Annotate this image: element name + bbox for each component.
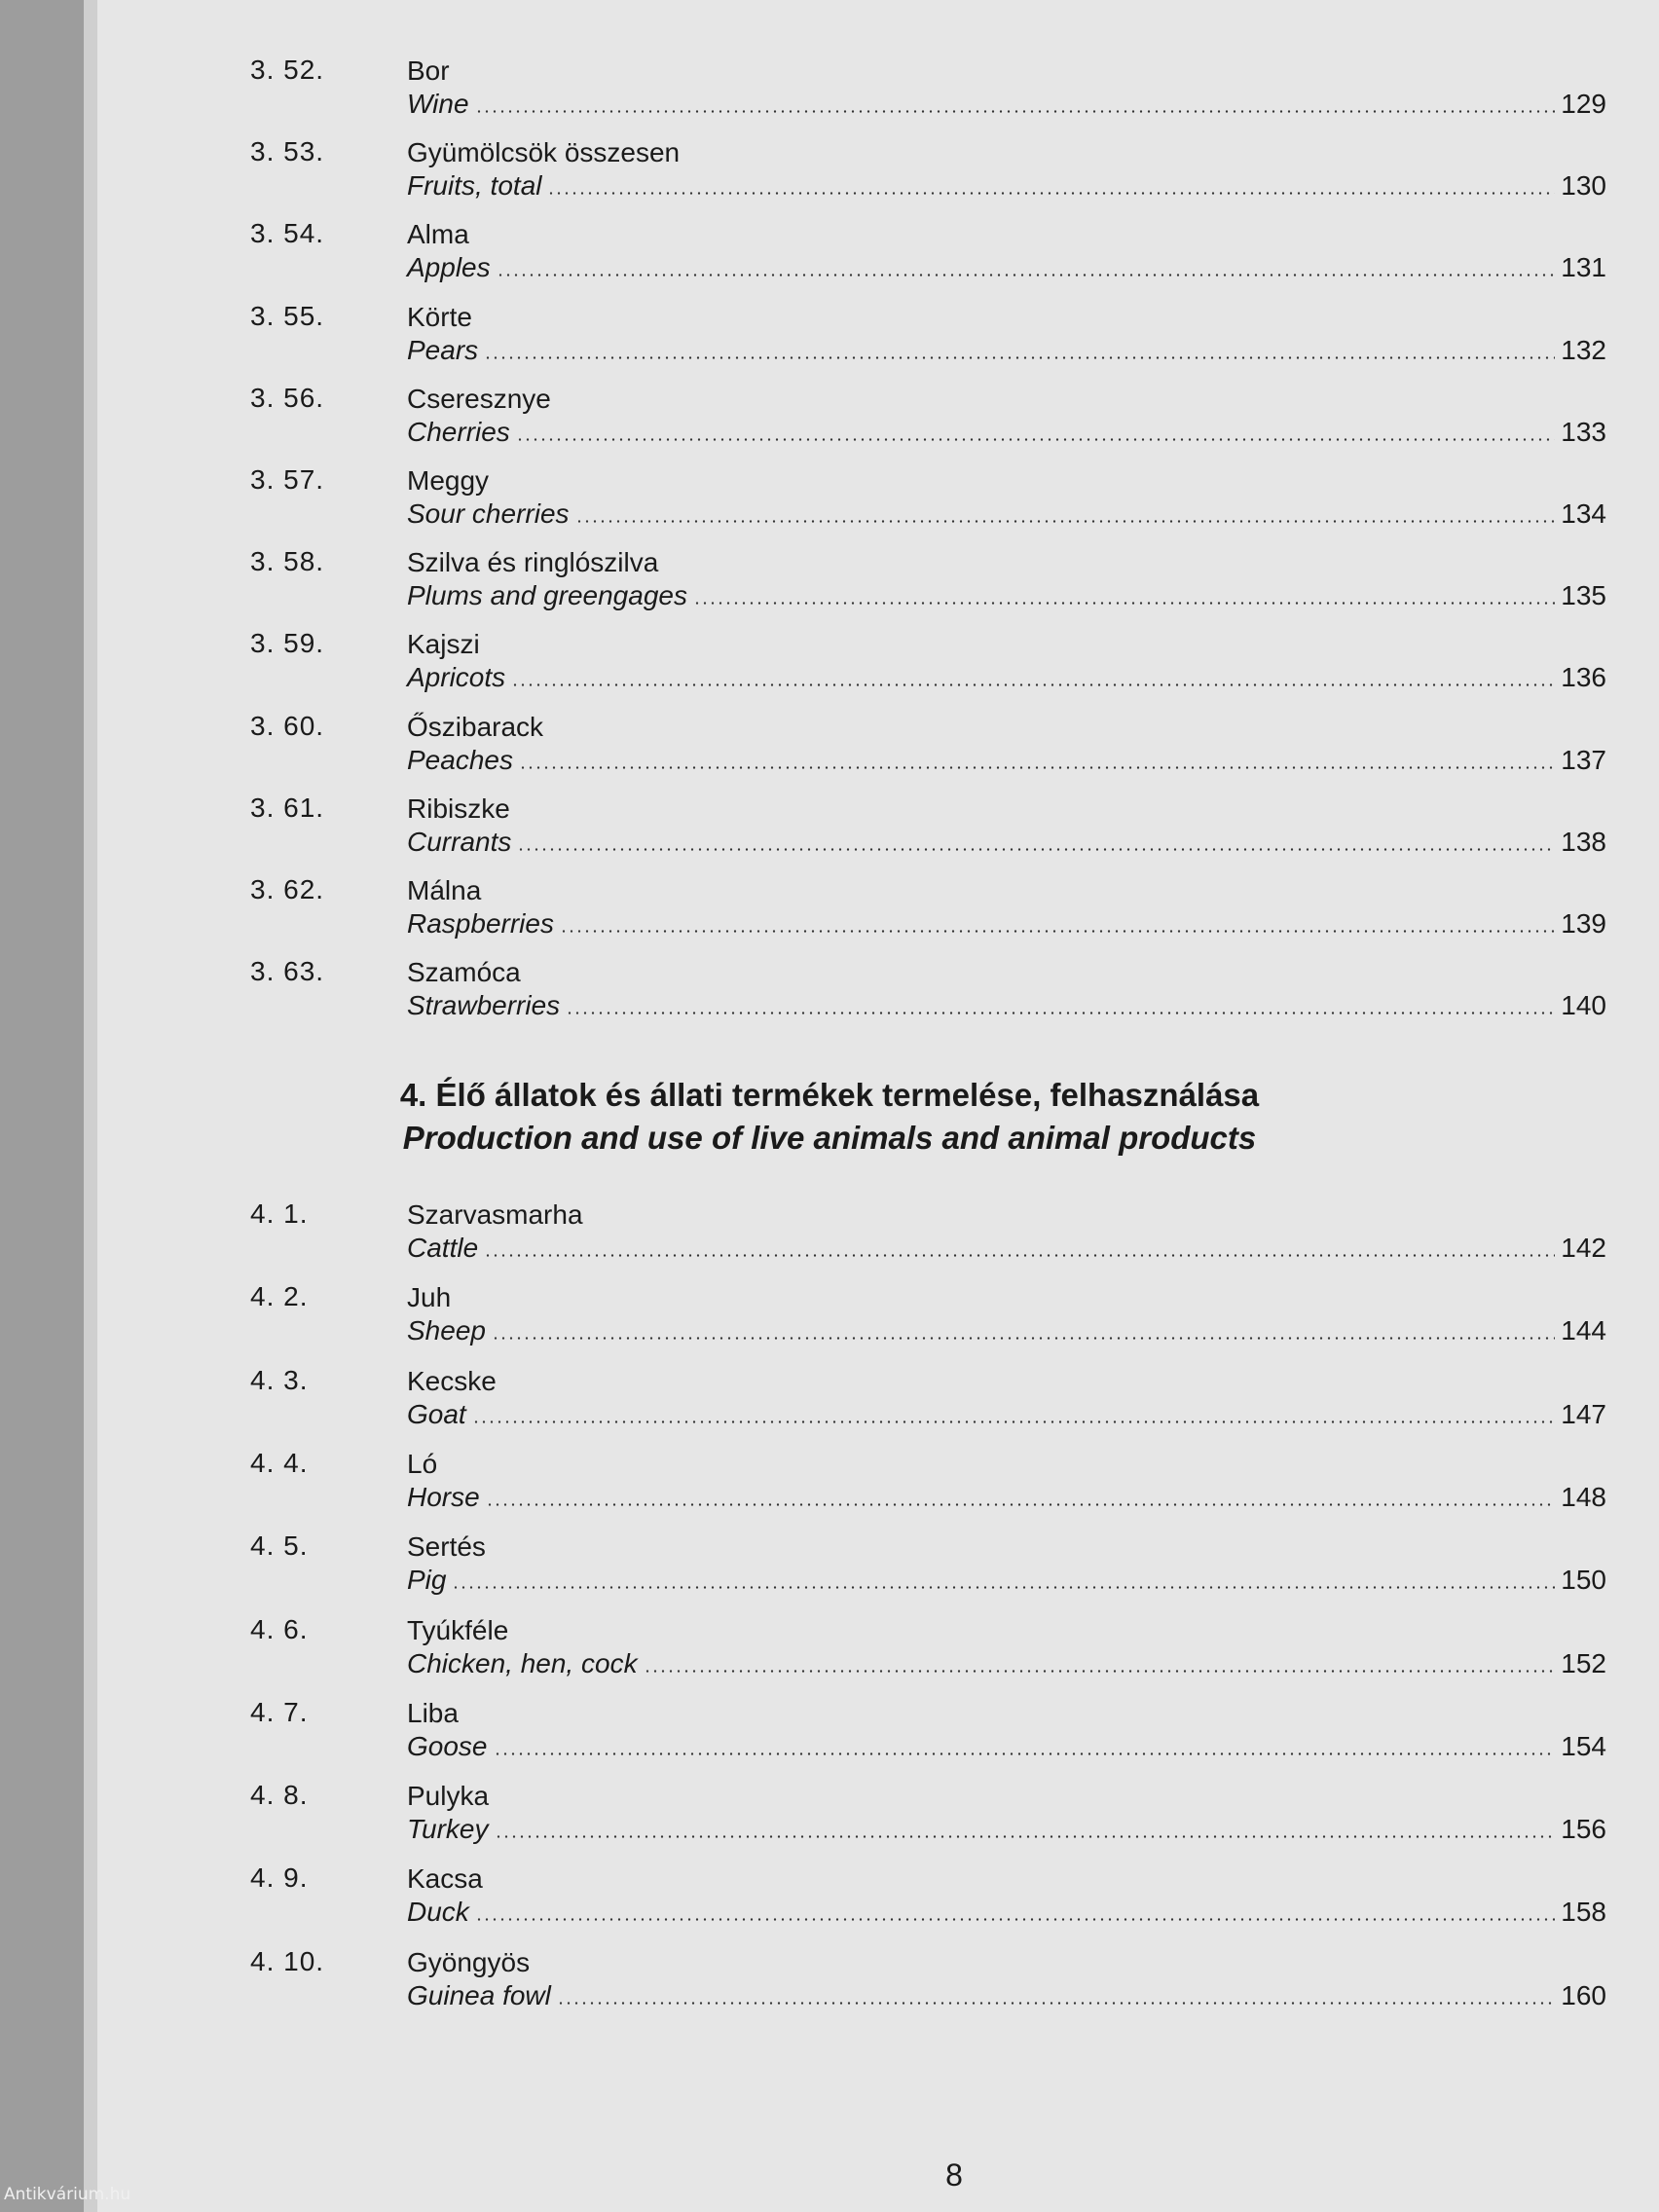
- entry-title-hu: Szarvasmarha: [407, 1199, 583, 1230]
- entry-title-en: Duck: [407, 1897, 469, 1928]
- entry-line: [407, 580, 1606, 611]
- entry-line: [407, 335, 1606, 366]
- entry-title-hu: Ribiszke: [407, 793, 510, 824]
- entry-title-hu: Meggy: [407, 465, 490, 496]
- entry-page: 160: [1561, 1979, 1606, 2010]
- entry-line: [407, 498, 1606, 530]
- entry-number: 3. 56.: [250, 382, 325, 413]
- entry-title-en: Goose: [407, 1730, 488, 1761]
- entry-number: 4. 3.: [250, 1364, 309, 1395]
- entry-title-en: Chicken, hen, cock: [407, 1647, 638, 1678]
- entry-number: 4. 7.: [250, 1696, 309, 1727]
- entry-number: 3. 55.: [250, 300, 325, 331]
- toc-entry: [0, 136, 1659, 216]
- entry-title-en: Cherries: [407, 416, 510, 447]
- entry-title-en: Pears: [407, 334, 479, 365]
- entry-page: 140: [1561, 990, 1606, 1021]
- toc-entry: [0, 1365, 1659, 1445]
- dot-leader: [560, 930, 1555, 933]
- entry-page: 129: [1561, 89, 1606, 119]
- entry-number: 3. 58.: [250, 546, 325, 577]
- entry-number: 3. 59.: [250, 628, 325, 659]
- dot-leader: [494, 1752, 1556, 1755]
- entry-line: [407, 1897, 1606, 1928]
- entry-title-en: Sour cherries: [407, 498, 570, 529]
- dot-leader: [566, 1012, 1555, 1014]
- entry-title-hu: Szilva és ringlószilva: [407, 547, 659, 578]
- entry-page: 137: [1561, 744, 1606, 775]
- entry-page: 138: [1561, 826, 1606, 857]
- entry-number: 3. 54.: [250, 218, 325, 249]
- entry-line: [407, 745, 1606, 776]
- entry-number: 3. 63.: [250, 956, 325, 987]
- dot-leader: [517, 848, 1555, 851]
- toc-entry: [0, 874, 1659, 954]
- entry-title-en: Cattle: [407, 1233, 479, 1263]
- toc-entry: [0, 1614, 1659, 1694]
- toc-entry: [0, 383, 1659, 462]
- entry-title-hu: Pulyka: [407, 1781, 490, 1812]
- entry-page: 130: [1561, 170, 1606, 202]
- entry-page: 142: [1561, 1233, 1606, 1263]
- toc-entry: [0, 301, 1659, 381]
- entry-page: 152: [1561, 1647, 1606, 1678]
- entry-title-en: Goat: [407, 1398, 466, 1429]
- toc-entry: [0, 1281, 1659, 1361]
- entry-title-hu: Kecske: [407, 1365, 497, 1396]
- entry-line: [407, 1399, 1606, 1430]
- dot-leader: [475, 1918, 1555, 1921]
- entry-page: 135: [1561, 580, 1606, 611]
- entry-title-hu: Sertés: [407, 1531, 486, 1563]
- entry-line: [407, 417, 1606, 448]
- entry-title-hu: Őszibarack: [407, 711, 544, 742]
- entry-line: [407, 252, 1606, 283]
- dot-leader: [693, 602, 1555, 605]
- entry-title-hu: Kacsa: [407, 1863, 483, 1895]
- entry-title-hu: Gyümölcsök összesen: [407, 137, 681, 168]
- entry-line: [407, 1980, 1606, 2011]
- toc-entry: [0, 711, 1659, 791]
- entry-line: [407, 1565, 1606, 1596]
- entry-title-hu: Juh: [407, 1282, 452, 1313]
- entry-title-hu: Ló: [407, 1448, 438, 1479]
- entry-title-hu: Körte: [407, 301, 472, 332]
- entry-page: 148: [1561, 1481, 1606, 1512]
- toc-entry: [0, 956, 1659, 1036]
- page-number: 8: [945, 2157, 963, 2193]
- entry-number: 3. 53.: [250, 136, 325, 167]
- dot-leader: [516, 438, 1555, 441]
- dot-leader: [495, 1835, 1556, 1838]
- entry-page: 144: [1561, 1315, 1606, 1346]
- toc-entry: [0, 1530, 1659, 1610]
- toc-entry: [0, 218, 1659, 298]
- entry-title-en: Apricots: [407, 662, 506, 693]
- dot-leader: [557, 2002, 1555, 2005]
- entry-number: 4. 5.: [250, 1530, 309, 1562]
- entry-title-hu: Cseresznye: [407, 383, 551, 414]
- entry-title-hu: Liba: [407, 1697, 459, 1728]
- entry-page: 147: [1561, 1398, 1606, 1429]
- watermark: Antikvárium.hu: [4, 2185, 131, 2204]
- entry-number: 4. 8.: [250, 1780, 309, 1811]
- entry-number: 4. 10.: [250, 1945, 325, 1976]
- entry-number: 3. 61.: [250, 792, 325, 823]
- toc-entry: [0, 1448, 1659, 1528]
- dot-leader: [484, 1254, 1555, 1257]
- entry-line: [407, 908, 1606, 940]
- entry-line: [407, 1315, 1606, 1346]
- entry-title-hu: Kajszi: [407, 629, 480, 660]
- toc-entry: [0, 464, 1659, 544]
- entry-title-hu: Gyöngyös: [407, 1946, 531, 1977]
- dot-leader: [511, 683, 1555, 686]
- dot-leader: [452, 1586, 1555, 1589]
- entry-title-hu: Szamóca: [407, 957, 521, 988]
- entry-number: 4. 2.: [250, 1281, 309, 1312]
- entry-page: 133: [1561, 416, 1606, 447]
- toc-entry: [0, 793, 1659, 872]
- entry-page: 131: [1561, 252, 1606, 283]
- entry-number: 4. 9.: [250, 1862, 309, 1894]
- entry-number: 4. 6.: [250, 1613, 309, 1644]
- entry-title-hu: Málna: [407, 875, 482, 905]
- section-title-en: Production and use of live animals and animal products: [402, 1120, 1257, 1156]
- dot-leader: [484, 356, 1555, 359]
- toc-entry: [0, 1198, 1659, 1278]
- dot-leader: [519, 766, 1555, 769]
- dot-leader: [475, 110, 1556, 113]
- entry-line: [407, 1731, 1606, 1762]
- dot-leader: [644, 1670, 1556, 1673]
- entry-title-en: Horse: [407, 1481, 480, 1512]
- toc-entry: [0, 628, 1659, 708]
- entry-title-en: Pig: [407, 1565, 447, 1596]
- entry-title-en: Wine: [407, 89, 469, 119]
- entry-title-en: Turkey: [407, 1814, 489, 1845]
- dot-leader: [472, 1420, 1556, 1423]
- dot-leader: [497, 274, 1556, 276]
- entry-line: [407, 827, 1606, 858]
- entry-page: 139: [1561, 908, 1606, 939]
- entry-page: 150: [1561, 1565, 1606, 1596]
- toc-entry: [0, 1697, 1659, 1777]
- entry-title-en: Strawberries: [407, 990, 561, 1021]
- dot-leader: [492, 1337, 1555, 1340]
- entry-title-hu: Alma: [407, 219, 469, 250]
- toc-entry: [0, 1862, 1659, 1942]
- entry-number: 3. 52.: [250, 55, 325, 85]
- entry-line: [407, 662, 1606, 693]
- entry-title-en: Plums and greengages: [407, 580, 687, 611]
- entry-line: [407, 1482, 1606, 1513]
- toc-entry: [0, 55, 1659, 134]
- entry-number: 3. 62.: [250, 874, 325, 904]
- section-title-hu: 4. Élő állatok és állati termékek termelése, felhasználása: [399, 1077, 1260, 1113]
- dot-leader: [575, 520, 1556, 523]
- dot-leader: [547, 192, 1555, 195]
- entry-page: 158: [1561, 1897, 1606, 1928]
- entry-title-en: Apples: [407, 252, 491, 283]
- entry-page: 136: [1561, 662, 1606, 693]
- entry-title-en: Sheep: [407, 1315, 486, 1346]
- entry-page: 154: [1561, 1730, 1606, 1761]
- toc-entry: [0, 1780, 1659, 1860]
- entry-title-en: Peaches: [407, 744, 513, 775]
- entry-title-en: Guinea fowl: [407, 1979, 551, 2010]
- entry-line: [407, 1814, 1606, 1845]
- entry-page: 132: [1561, 334, 1606, 365]
- entry-title-en: Currants: [407, 826, 512, 857]
- entry-title-hu: Bor: [407, 55, 450, 86]
- entry-title-hu: Tyúkféle: [407, 1614, 509, 1645]
- entry-number: 3. 57.: [250, 464, 325, 495]
- entry-line: [407, 1648, 1606, 1679]
- entry-title-en: Fruits, total: [407, 170, 542, 202]
- entry-page: 156: [1561, 1814, 1606, 1845]
- entry-title-en: Raspberries: [407, 908, 554, 939]
- dot-leader: [486, 1503, 1556, 1506]
- entry-number: 3. 60.: [250, 710, 325, 741]
- toc-entry: [0, 1946, 1659, 2026]
- entry-line: [407, 1233, 1606, 1264]
- entry-line: [407, 990, 1606, 1021]
- entry-line: [407, 170, 1606, 202]
- entry-page: 134: [1561, 498, 1606, 529]
- toc-entry: [0, 546, 1659, 626]
- entry-line: [407, 89, 1606, 120]
- entry-number: 4. 1.: [250, 1198, 309, 1229]
- entry-number: 4. 4.: [250, 1447, 309, 1478]
